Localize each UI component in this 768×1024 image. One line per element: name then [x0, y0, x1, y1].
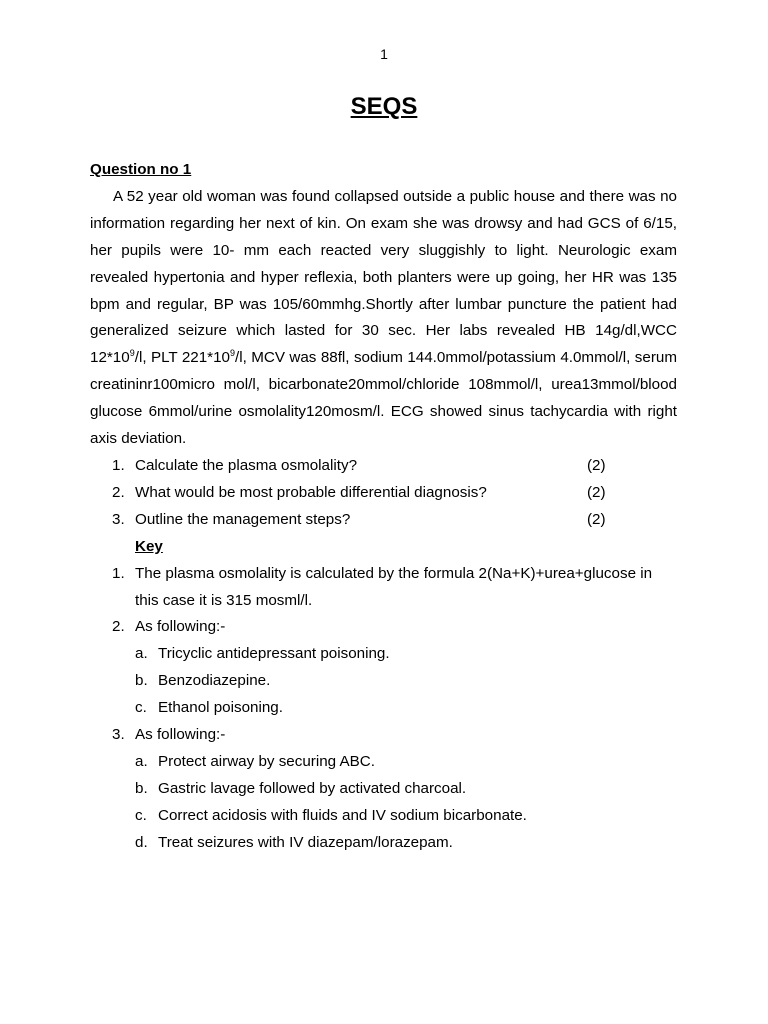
case-text-part-2: /l, PLT 221*10	[134, 349, 230, 367]
answer-subitem	[90, 695, 677, 722]
subitem-letter: b.	[135, 779, 148, 797]
question-number: 3.	[112, 510, 125, 528]
answer-list	[90, 722, 677, 749]
subitem-letter: b.	[135, 672, 148, 690]
question-list	[90, 453, 677, 534]
answer-item	[90, 614, 677, 641]
subitem-text: Tricyclic antidepressant poisoning.	[158, 645, 390, 663]
question-number: 1.	[112, 456, 125, 474]
question-marks: (2)	[587, 483, 606, 501]
question-heading: Question no 1	[90, 161, 192, 178]
superscript-exponent: 9	[229, 348, 235, 359]
question-item	[90, 507, 677, 534]
question-text: Outline the management steps?	[135, 510, 351, 528]
answer-text: The plasma osmolality is calculated by the formula 2(Na+K)+urea+glucose in this case it is 315 mosml/l.	[135, 564, 653, 609]
subitem-text: Treat seizures with IV diazepam/lorazepam.	[158, 833, 453, 851]
answer-number: 1.	[112, 564, 125, 582]
subitem-letter: d.	[135, 833, 148, 851]
answer-sublist	[90, 641, 677, 722]
case-text-part-1: A 52 year old woman was found collapsed outside a public house and there was no information regarding her next of kin. On exam she was drowsy and had GCS of 6/15, her pupils were 10- mm each reacted very sluggishly to light. Neurologic exam revealed hypertonia and hyper reflexia, both planters were up going, her HR was 135 bpm and regular, BP was 105/60mmhg.Shortly after lumbar puncture the patient had generalized seizure which lasted for 30 sec. Her labs revealed HB 14g/dl,WCC 12*10	[90, 187, 677, 367]
question-marks: (2)	[587, 456, 606, 474]
answer-number: 2.	[112, 618, 125, 636]
answer-subitem	[90, 803, 677, 830]
subitem-letter: a.	[135, 645, 148, 663]
answer-item	[90, 561, 677, 615]
question-number: 2.	[112, 483, 125, 501]
case-text-part-3: /l, MCV was 88fl, sodium 144.0mmol/potassium 4.0mmol/l, serum creatininr100micro mol/l, bicarbonate20mmol/chloride 108mmol/l, urea13mmol/blood glucose 6mmol/urine osmolality120mosm/l. ECG showed sinus tachycardia with right axis deviation.	[90, 349, 677, 448]
key-heading: Key	[135, 537, 163, 555]
subitem-text: Benzodiazepine.	[158, 672, 271, 690]
superscript-exponent: 9	[129, 348, 135, 359]
question-item	[90, 480, 677, 507]
subitem-text: Correct acidosis with fluids and IV sodium bicarbonate.	[158, 806, 527, 824]
subitem-text: Ethanol poisoning.	[158, 699, 283, 717]
page-number: 1	[380, 46, 388, 62]
question-marks: (2)	[587, 510, 606, 528]
answer-subitem	[90, 668, 677, 695]
answer-text: As following:-	[135, 726, 226, 744]
answer-subitem	[90, 641, 677, 668]
question-item	[90, 453, 677, 480]
subitem-letter: c.	[135, 699, 147, 717]
subitem-letter: c.	[135, 806, 147, 824]
answer-list	[90, 561, 677, 642]
subitem-letter: a.	[135, 752, 148, 770]
answer-subitem	[90, 776, 677, 803]
answer-number: 3.	[112, 726, 125, 744]
answer-text: As following:-	[135, 618, 226, 636]
subitem-text: Gastric lavage followed by activated charcoal.	[158, 779, 467, 797]
document-title: SEQS	[350, 93, 418, 120]
answer-subitem	[90, 830, 677, 857]
subitem-text: Protect airway by securing ABC.	[158, 752, 375, 770]
question-text: Calculate the plasma osmolality?	[135, 456, 358, 474]
document-body	[90, 157, 677, 857]
answer-item	[90, 722, 677, 749]
case-description	[90, 184, 677, 453]
answer-sublist	[90, 749, 677, 857]
answer-subitem	[90, 749, 677, 776]
question-text: What would be most probable differential diagnosis?	[135, 483, 487, 501]
